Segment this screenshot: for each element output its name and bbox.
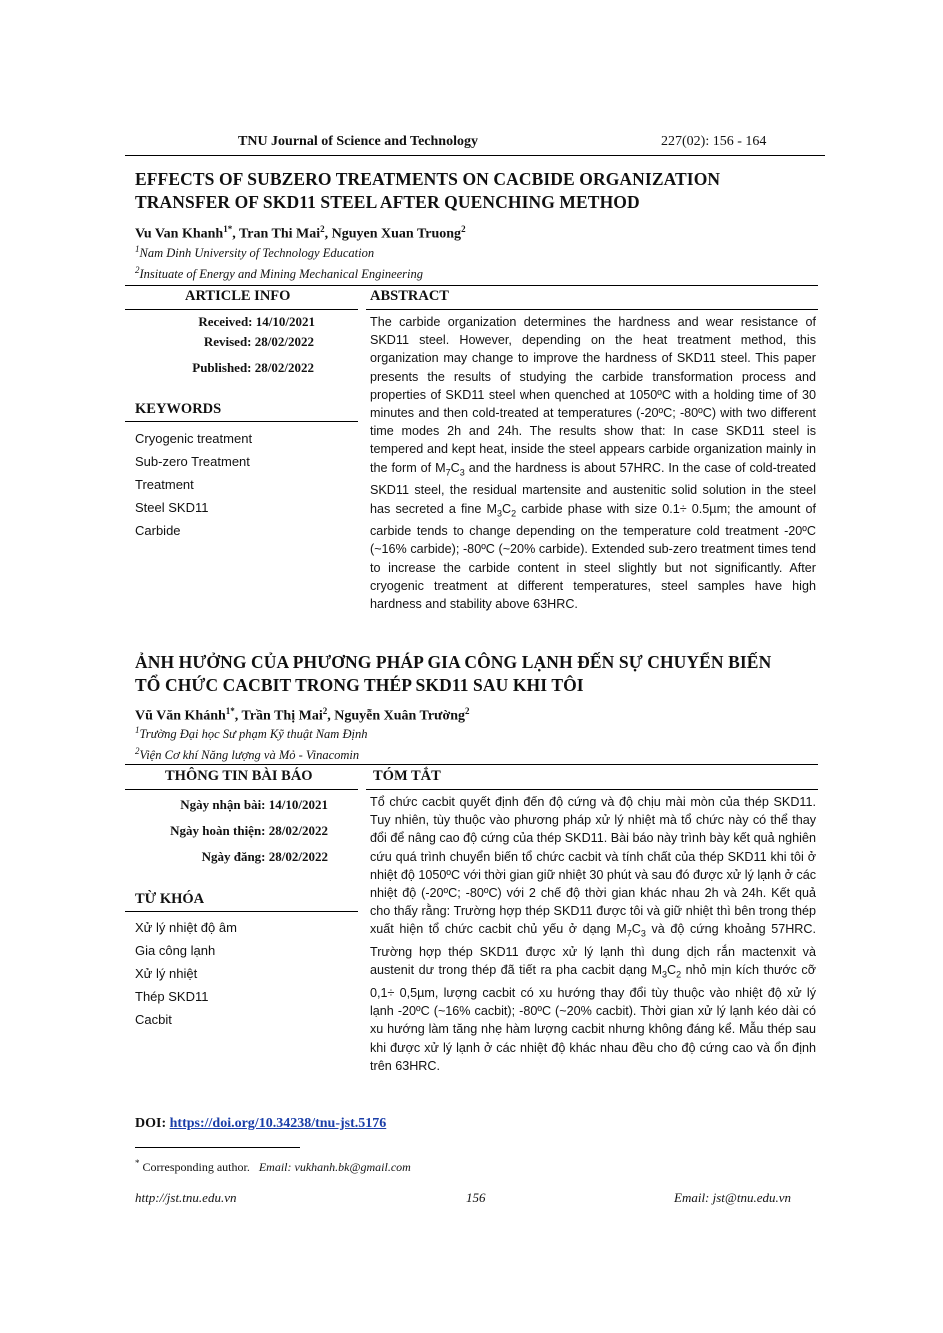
vietnamese-authors: Vũ Văn Khánh$^{1*}$, Trần Thị Mai$^2$, Nguyễn Xuân Trường$^2$ xyxy=(135,706,470,724)
author-3: Nguyen Xuan Truong xyxy=(331,226,462,242)
english-affiliations xyxy=(135,241,423,283)
keyword: Treatment xyxy=(135,477,194,492)
affiliation-2: $^2$Insituate of Energy and Mining Mechanical Engineering xyxy=(135,265,424,282)
affiliation-1: $^1$Nam Dinh University of Technology Education xyxy=(135,244,375,261)
keyword: Gia công lạnh xyxy=(135,943,216,958)
vietnamese-abstract: Tổ chức cacbit quyết định đến độ cứng và độ chịu mài mòn của thép SKD11. Tuy nhiên, tùy thuộc vào phương pháp xử lý nhiệt mà tổ chức này có thể thay đổi để nâng cao độ cứng của thép SKD11. Bài báo này trình bày kết quả nghiên cứu quá trình chuyển biến tổ chức cacbit và tính chất của thép SKD11 khi tôi ở nhiệt độ 1050ºC với thời gian giữ nhiệt 30 phút và sau đó được xử lý lạnh ở các nhiệt độ (-20ºC; -80ºC) với 2 chế độ thời gian khác nhau 2h và 24h. Kết quả cho thấy rằng: Trường hợp thép SKD11 được tôi và giữ nhiệt thì bên trong thép xuất hiện tổ chức cacbit chủ yếu ở dạng $M_7C_3$ và độ cứng khoảng 57HRC. Trường hợp thép SKD11 được xử lý lạnh thì dung dịch rắn mactenxit và austenit dư trong thép đã tiết ra pha cacbit dạng $M_3C_2$ nhỏ mịn kích thước cỡ 0,1÷ 0,5µm, lượng cacbit có xu hướng thay đổi tùy thuộc vào nhiệt độ xử lý lạnh -20ºC (~16% cacbit); -80ºC (~20% cacbit). Thời gian xử lý lạnh kéo dài có xu hướng làm tăng nhẹ hàm lượng cacbit nhưng không đáng kể. Mẫu thép sau khi được xử lý lạnh ở các nhiệt độ khác nhau đều cho độ cứng cao và ổn định trên 63HRC. xyxy=(370,795,816,1073)
abstract-heading: ABSTRACT xyxy=(370,288,449,304)
footer-email: Email: jst@tnu.edu.vn xyxy=(674,1190,792,1205)
english-abstract: The carbide organization determines the hardness and wear resistance of SKD11 steel. However, depending on the heat treatment method, this organization may change to improve the hardness of SKD11 steel. This paper presents the results of studying the carbide transformation process and properties of SKD11 steel when quenched at 1050ºC with a holding time of 30 minutes and then cold-treated at temperatures (-20ºC; -80ºC) with two different time modes 2h and 24h. The results show that: In case SKD11 steel is tempered and kept heat, inside the steel appears carbide organization mainly in the form of $M_7C_3$ and the hardness is about 57HRC. In the case of cold-treated SKD11 steel, the residual martensite and austenitic solid solution in the steel has secreted a fine $M_3C_2$ carbide phase with size 0.1÷ 0.5µm; the amount of carbide tends to change depending on the temperature cold treatment -20ºC (~16% carbide); -80ºC (~20% carbide). Extended sub-zero treatment times tend to increase the carbide content in steel slightly but not significantly. After cryogenic treatment at different temperatures, steel samples have high hardness and stability above 63HRC. xyxy=(370,315,816,612)
revised-date: Revised: 28/02/2022 xyxy=(203,334,314,349)
keywords-list-vi xyxy=(135,916,237,1031)
corresponding-author-footnote: * Corresponding author. Email: vukhanh.bk@gmail.com xyxy=(135,1158,411,1174)
author-1: Vu Van Khanh xyxy=(135,226,224,242)
published-date-vi: Ngày đăng: 28/02/2022 xyxy=(201,849,328,864)
author-2: Tran Thi Mai xyxy=(238,226,321,242)
section-rule xyxy=(125,285,818,286)
corresponding-email: vukhanh.bk@gmail.com xyxy=(294,1160,411,1174)
english-title-line-2: TRANSFER OF SKD11 STEEL AFTER QUENCHING METHOD xyxy=(135,192,640,212)
keywords-heading-vi: TỪ KHÓA xyxy=(135,891,205,907)
journal-volume: 227(02): 156 - 164 xyxy=(661,134,767,149)
keyword: Carbide xyxy=(135,523,181,538)
doi-link[interactable]: https://doi.org/10.34238/tnu-jst.5176 xyxy=(169,1116,387,1131)
footer-url: http://jst.tnu.edu.vn xyxy=(135,1190,237,1205)
affiliation-2: $^2$Viện Cơ khí Năng lượng và Mỏ - Vinacomin xyxy=(135,746,360,763)
keywords-heading: KEYWORDS xyxy=(135,401,222,417)
published-date: Published: 28/02/2022 xyxy=(192,360,314,375)
keywords-rule xyxy=(125,911,358,912)
keyword: Xử lý nhiệt độ âm xyxy=(135,920,237,935)
received-date-vi: Ngày nhận bài: 14/10/2021 xyxy=(180,797,328,812)
keyword: Steel SKD11 xyxy=(135,500,209,515)
abstract-rule xyxy=(366,309,818,310)
vietnamese-affiliations xyxy=(135,722,367,764)
keyword: Cacbit xyxy=(135,1012,172,1027)
header-rule xyxy=(125,155,825,156)
article-info-heading-vi: THÔNG TIN BÀI BÁO xyxy=(165,768,313,784)
doi-label: DOI: xyxy=(135,1116,167,1131)
vietnamese-title-line-1: ẢNH HƯỞNG CỦA PHƯƠNG PHÁP GIA CÔNG LẠNH ĐẾN SỰ CHUYỂN BIẾN xyxy=(135,652,772,672)
abstract-heading-vi: TÓM TẮT xyxy=(373,768,441,784)
article-info-heading: ARTICLE INFO xyxy=(185,288,291,304)
abstract-rule xyxy=(366,789,818,790)
info-rule xyxy=(125,789,358,790)
section-rule xyxy=(125,764,818,765)
vietnamese-title xyxy=(135,651,815,697)
author-2: Trần Thị Mai xyxy=(241,708,323,724)
received-date: Received: 14/10/2021 xyxy=(198,314,315,329)
keyword: Cryogenic treatment xyxy=(135,431,253,446)
keyword: Xử lý nhiệt xyxy=(135,966,198,981)
page-number: 156 xyxy=(466,1190,486,1205)
author-3: Nguyễn Xuân Trường xyxy=(334,708,465,724)
keywords-rule xyxy=(125,421,358,422)
author-1: Vũ Văn Khánh xyxy=(135,708,226,724)
journal-name: TNU Journal of Science and Technology xyxy=(238,134,478,149)
english-title xyxy=(135,168,815,214)
keywords-list xyxy=(135,427,252,542)
affiliation-1: $^1$Trường Đại học Sư phạm Kỹ thuật Nam Định xyxy=(135,725,368,742)
footnote-rule xyxy=(135,1147,300,1148)
revised-date-vi: Ngày hoàn thiện: 28/02/2022 xyxy=(170,823,328,838)
english-title-line-1: EFFECTS OF SUBZERO TREATMENTS ON CACBIDE ORGANIZATION xyxy=(135,169,721,189)
vietnamese-title-line-2: TỔ CHỨC CACBIT TRONG THÉP SKD11 SAU KHI TÔI xyxy=(135,675,584,695)
keyword: Sub-zero Treatment xyxy=(135,454,250,469)
keyword: Thép SKD11 xyxy=(135,989,209,1004)
doi-line xyxy=(135,1116,386,1132)
info-rule xyxy=(125,309,358,310)
english-authors: Vu Van Khanh$^{1*}$, Tran Thi Mai$^2$, Nguyen Xuan Truong$^2$ xyxy=(135,224,466,242)
